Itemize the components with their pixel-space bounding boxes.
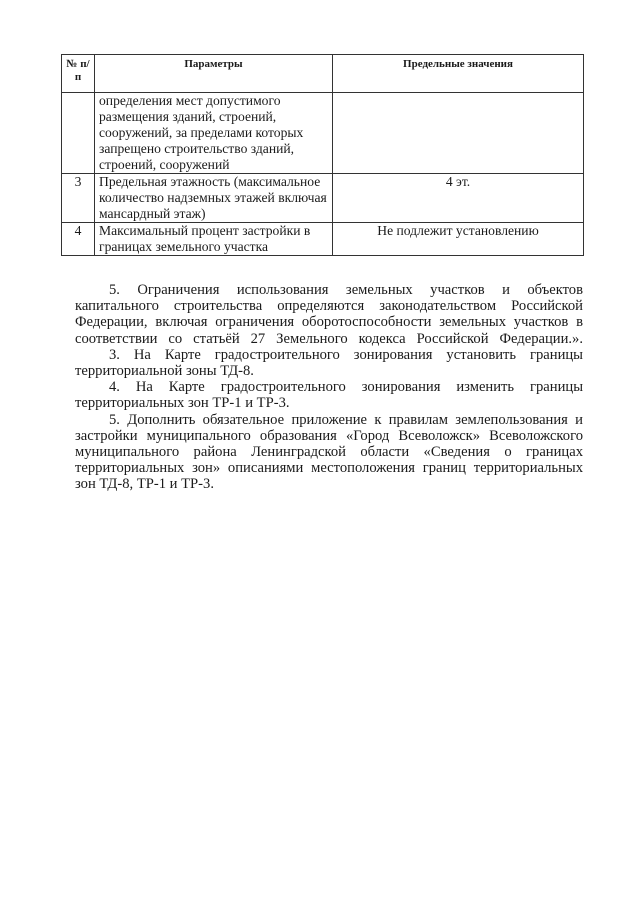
row-parameter: Предельная этажность (максимальное количество надземных этажей включая мансардный этаж) xyxy=(95,174,333,223)
paragraph-restrictions: 5. Ограничения использования земельных участков и объектов капитального строительства определяются законодательством Российской Федерации, включая ограничения оборотоспособности земельных участков в соответствии со статьёй 27 Земельного кодекса Российской Федерации.». xyxy=(75,282,583,347)
body-text xyxy=(75,282,583,493)
row-value: 4 эт. xyxy=(333,174,584,223)
paragraph-appendix: 5. Дополнить обязательное приложение к правилам землепользования и застройки муниципального образования «Город Всеволожск» Всеволожского муниципального района Ленинградской области «Сведения о границах территориальных зон» описаниями местоположения границ территориальных зон ТД-8, ТР-1 и ТР-3. xyxy=(75,411,583,493)
row-value: Не подлежит установлению xyxy=(333,223,584,256)
paragraph-map-td8: 3. На Карте градостроительного зонирования установить границы территориальной зоны ТД-8. xyxy=(75,346,583,380)
column-header-num: № п/п xyxy=(62,55,95,93)
table-row xyxy=(62,223,584,256)
row-number: 3 xyxy=(62,174,95,223)
column-header-value: Предельные значения xyxy=(333,55,584,93)
row-parameter: определения мест допустимого размещения зданий, строений, сооружений, за пределами которых запрещено строительство зданий, строений, сооружений xyxy=(95,93,333,174)
table-header-row xyxy=(62,55,584,93)
table-row xyxy=(62,174,584,223)
row-parameter: Максимальный процент застройки в границах земельного участка xyxy=(95,223,333,256)
column-header-param: Параметры xyxy=(95,55,333,93)
parameters-table xyxy=(61,54,584,256)
row-number xyxy=(62,93,95,174)
table-row xyxy=(62,93,584,174)
row-value xyxy=(333,93,584,174)
paragraph-map-tr: 4. На Карте градостроительного зонирования изменить границы территориальных зон ТР-1 и ТР-3. xyxy=(75,379,583,412)
row-number: 4 xyxy=(62,223,95,256)
